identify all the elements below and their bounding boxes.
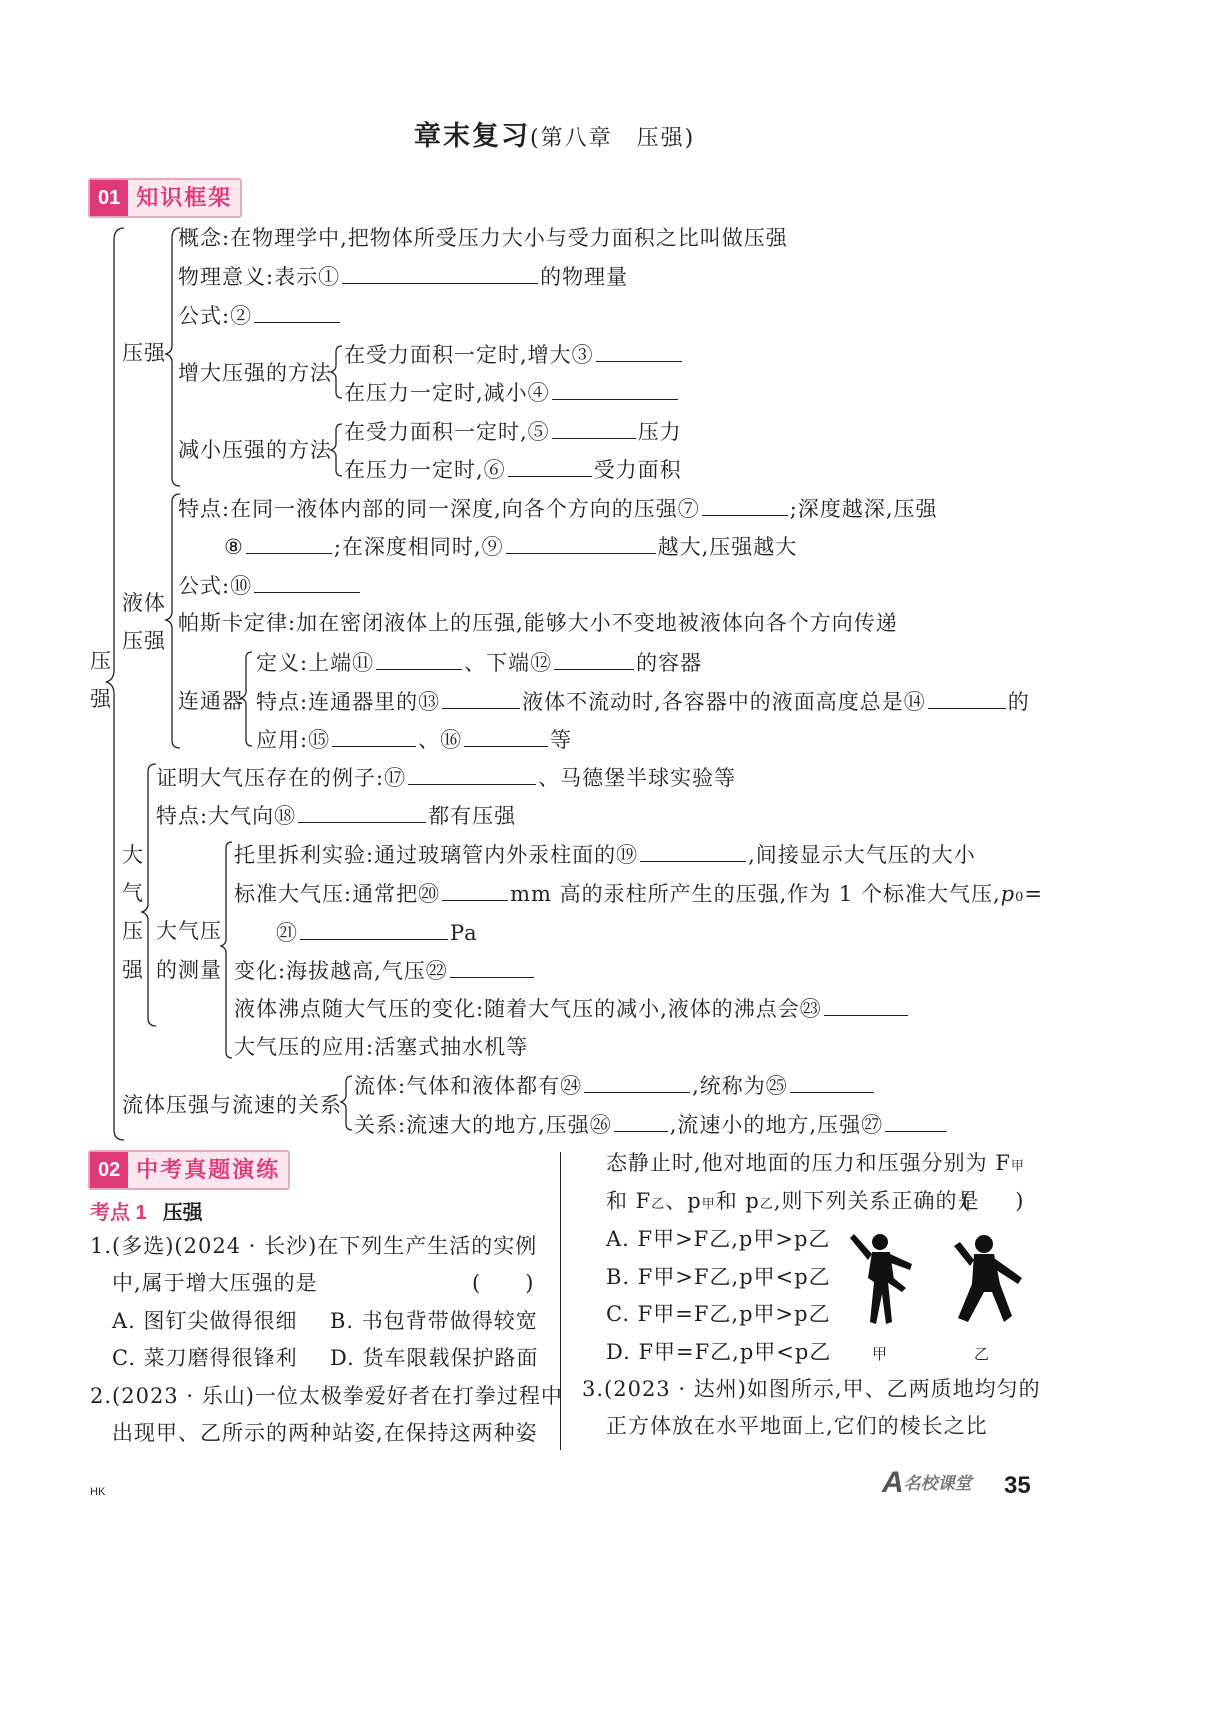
atm-label-1: 大 <box>122 843 144 867</box>
atm-measure-label-2: 的测量 <box>156 958 222 982</box>
atm-example: 证明大气压存在的例子:⑰ 、马德堡半球实验等 <box>156 766 737 790</box>
q2-stem-line2: 出现甲、乙所示的两种站姿,在保持这两种姿 <box>112 1421 538 1445</box>
altitude-change: 变化:海拔越高,气压㉒ <box>234 957 536 984</box>
vessel-definition: 定义:上端⑪ 、下端⑫ 的容器 <box>256 651 703 675</box>
liquid-formula: 公式:⑩ <box>178 572 362 599</box>
q2-stem-line1: 2.(2023 · 乐山)一位太极拳爱好者在打拳过程中 <box>90 1384 563 1408</box>
atm-application: 大气压的应用:活塞式抽水机等 <box>234 1035 529 1059</box>
q1-answer-paren: ( ) <box>472 1271 535 1295</box>
increase-method-2: 在压力一定时,减小④ <box>344 379 680 406</box>
atm-label-4: 强 <box>122 958 144 982</box>
q2-option-a: A. F甲>F乙,p甲>p乙 <box>606 1227 831 1251</box>
fluid-definition: 流体:气体和液体都有㉔ ,统称为㉕ <box>354 1072 876 1099</box>
q2-stem-line4: 和 F乙、p甲和 p乙,则下列关系正确的是 <box>606 1189 980 1213</box>
q1-stem-line2: 中,属于增大压强的是 <box>112 1271 318 1295</box>
liquid-feature-line2: ⑧ ;在深度相同时,⑨ 越大,压强越大 <box>224 535 798 559</box>
q1-option-b: B. 书包背带做得较宽 <box>330 1309 538 1333</box>
q1-option-d: D. 货车限载保护路面 <box>330 1346 539 1370</box>
branch-label-liquid-2: 压强 <box>122 629 166 653</box>
decrease-method-1: 在受力面积一定时,⑤ 压力 <box>344 420 682 444</box>
pascal-law: 帕斯卡定律:加在密闭液体上的压强,能够大小不变地被液体向各个方向传递 <box>178 611 898 635</box>
fluid-label: 流体压强与流速的关系 <box>122 1093 342 1117</box>
decrease-methods-label: 减小压强的方法 <box>178 438 332 462</box>
section-label: 知识框架 <box>128 180 240 216</box>
root-label-qiang: 强 <box>90 687 112 711</box>
figure-label-jia: 甲 <box>872 1345 888 1363</box>
figure-label-yi: 乙 <box>974 1345 990 1363</box>
branch-label-pressure: 压强 <box>122 341 166 365</box>
torricelli-experiment: 托里拆利实验:通过玻璃管内外汞柱面的⑲ ,间接显示大气压的大小 <box>234 843 976 867</box>
q1-option-c: C. 菜刀磨得很锋利 <box>112 1346 298 1370</box>
q3-stem-line1: 3.(2023 · 达州)如图所示,甲、乙两质地均匀的 <box>582 1377 1041 1401</box>
kaodian-heading: 考点 1 压强 <box>90 1200 203 1224</box>
publisher-logo: A 名校课堂 <box>882 1466 972 1499</box>
atm-measure-label-1: 大气压 <box>156 919 222 943</box>
q3-stem-line2: 正方体放在水平地面上,它们的棱长之比 <box>606 1414 988 1438</box>
branch-label-liquid-1: 液体 <box>122 591 166 615</box>
q2-option-d: D. F甲=F乙,p甲<p乙 <box>606 1340 832 1364</box>
footer-edition-tag: HK <box>90 1486 106 1498</box>
fluid-relation: 关系:流速大的地方,压强㉖ ,流速小的地方,压强㉗ <box>354 1111 949 1138</box>
q2-answer-paren: ( ) <box>962 1189 1025 1213</box>
pressure-formula: 公式:② <box>178 302 342 329</box>
q1-stem-line1: 1.(多选)(2024 · 长沙)在下列生产生活的实例 <box>90 1234 538 1258</box>
q2-stem-line3: 态静止时,他对地面的压力和压强分别为 F甲 <box>606 1151 1025 1175</box>
increase-methods-label: 增大压强的方法 <box>178 361 332 385</box>
decrease-method-2: 在压力一定时,⑥ 受力面积 <box>344 458 682 482</box>
page-number: 35 <box>1004 1472 1031 1499</box>
liquid-feature-line1: 特点:在同一液体内部的同一深度,向各个方向的压强⑦ ;深度越深,压强 <box>178 497 938 521</box>
standard-atm: 标准大气压:通常把⑳ mm 高的汞柱所产生的压强,作为 1 个标准大气压,p0= <box>234 882 1043 906</box>
increase-method-1: 在受力面积一定时,增大③ <box>344 341 684 368</box>
vessel-feature: 特点:连通器里的⑬ 液体不流动时,各容器中的液面高度总是⑭ 的 <box>256 690 1030 714</box>
atm-label-2: 气 <box>122 881 144 905</box>
boiling-point-change: 液体沸点随大气压的变化:随着大气压的减小,液体的沸点会㉓ <box>234 995 910 1022</box>
figure-jia <box>850 1234 912 1324</box>
connected-vessel-label: 连通器 <box>178 689 244 713</box>
title-sub: (第八章 压强) <box>530 126 696 151</box>
q2-option-b: B. F甲>F乙,p甲<p乙 <box>606 1265 831 1289</box>
pressure-concept: 概念:在物理学中,把物体所受压力大小与受力面积之比叫做压强 <box>178 226 788 250</box>
root-label-ya: 压 <box>90 649 112 673</box>
taichi-figures <box>836 1222 1036 1352</box>
section-header-exam <box>88 1150 290 1190</box>
q1-option-a: A. 图钉尖做得很细 <box>112 1309 298 1333</box>
atm-feature: 特点:大气向⑱ 都有压强 <box>156 804 517 828</box>
section-number: 02 <box>90 1152 128 1188</box>
vessel-application: 应用:⑮ 、⑯ 等 <box>256 728 573 752</box>
atm-label-3: 压 <box>122 919 144 943</box>
q2-option-c: C. F甲=F乙,p甲>p乙 <box>606 1302 831 1326</box>
standard-atm-value: ㉑ Pa <box>276 921 478 945</box>
pressure-meaning: 物理意义:表示① 的物理量 <box>178 265 629 289</box>
section-number: 01 <box>90 180 128 216</box>
figure-yi <box>954 1235 1022 1322</box>
title-main: 章末复习 <box>414 121 530 152</box>
section-label: 中考真题演练 <box>128 1152 288 1188</box>
